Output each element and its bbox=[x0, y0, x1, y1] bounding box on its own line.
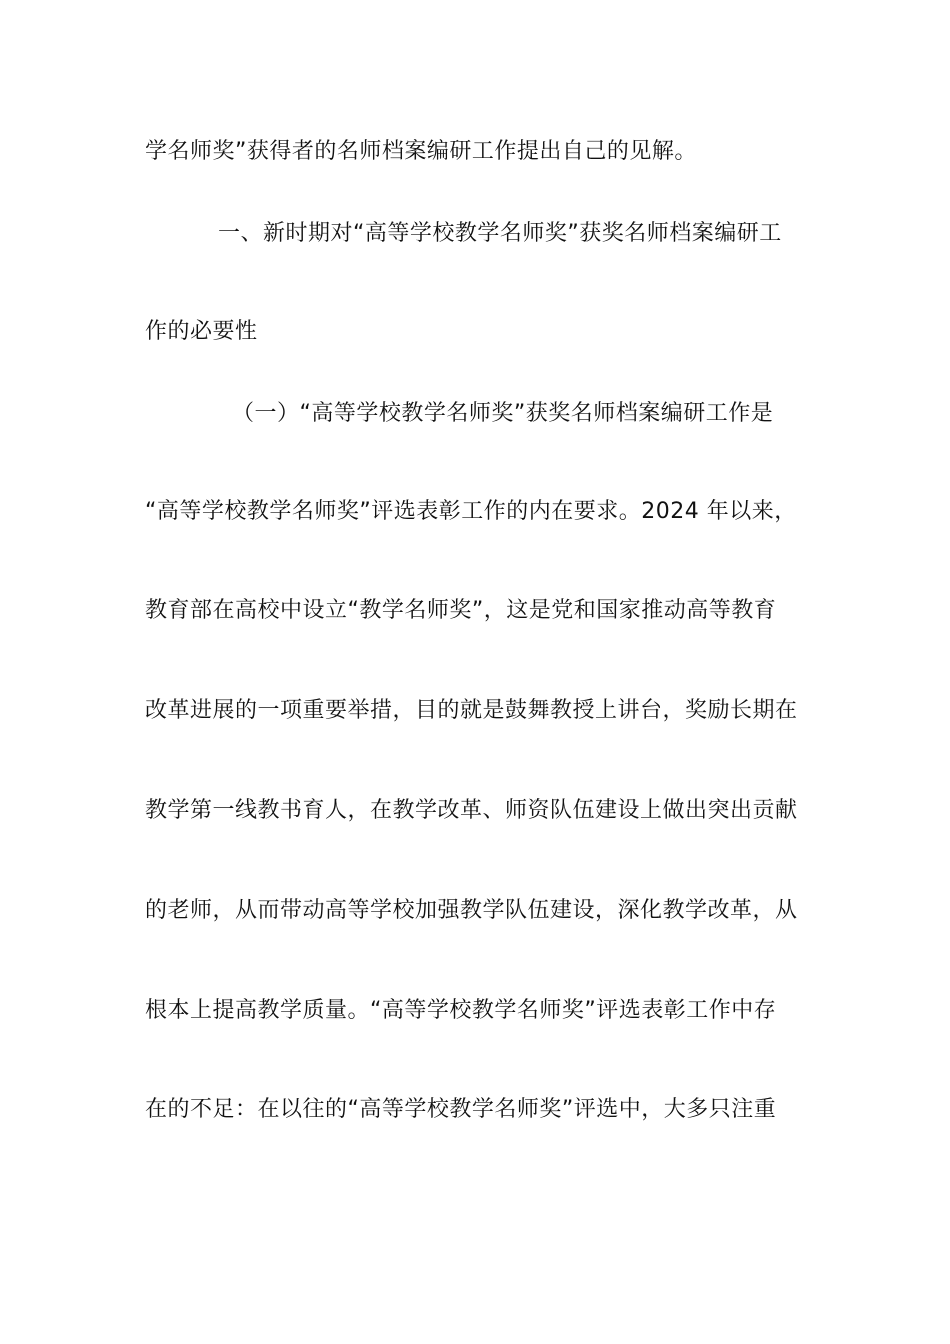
body-text-line: 在的不足：在以往的“高等学校教学名师奖”评选中，大多只注重 bbox=[145, 1097, 777, 1122]
body-text-line: 根本上提高教学质量。“高等学校教学名师奖”评选表彰工作中存 bbox=[145, 998, 777, 1023]
body-text-line: “高等学校教学名师奖”评选表彰工作的内在要求。2024 年以来， bbox=[145, 499, 797, 524]
section-heading-continuation: 作的必要性 bbox=[145, 319, 258, 344]
body-text-line: 学名师奖”获得者的名师档案编研工作提出自己的见解。 bbox=[145, 139, 697, 164]
body-text-line: 的老师，从而带动高等学校加强教学队伍建设，深化教学改革，从 bbox=[145, 898, 798, 923]
section-heading: 一、新时期对“高等学校教学名师奖”获奖名师档案编研工 bbox=[218, 221, 782, 246]
body-text-line: 教育部在高校中设立“教学名师奖”，这是党和国家推动高等教育 bbox=[145, 598, 777, 623]
subsection-heading: （一）“高等学校教学名师奖”获奖名师档案编研工作是 bbox=[232, 401, 774, 426]
body-text-line: 教学第一线教书育人，在教学改革、师资队伍建设上做出突出贡献 bbox=[145, 798, 798, 823]
body-text-line: 改革进展的一项重要举措，目的就是鼓舞教授上讲台，奖励长期在 bbox=[145, 698, 798, 723]
